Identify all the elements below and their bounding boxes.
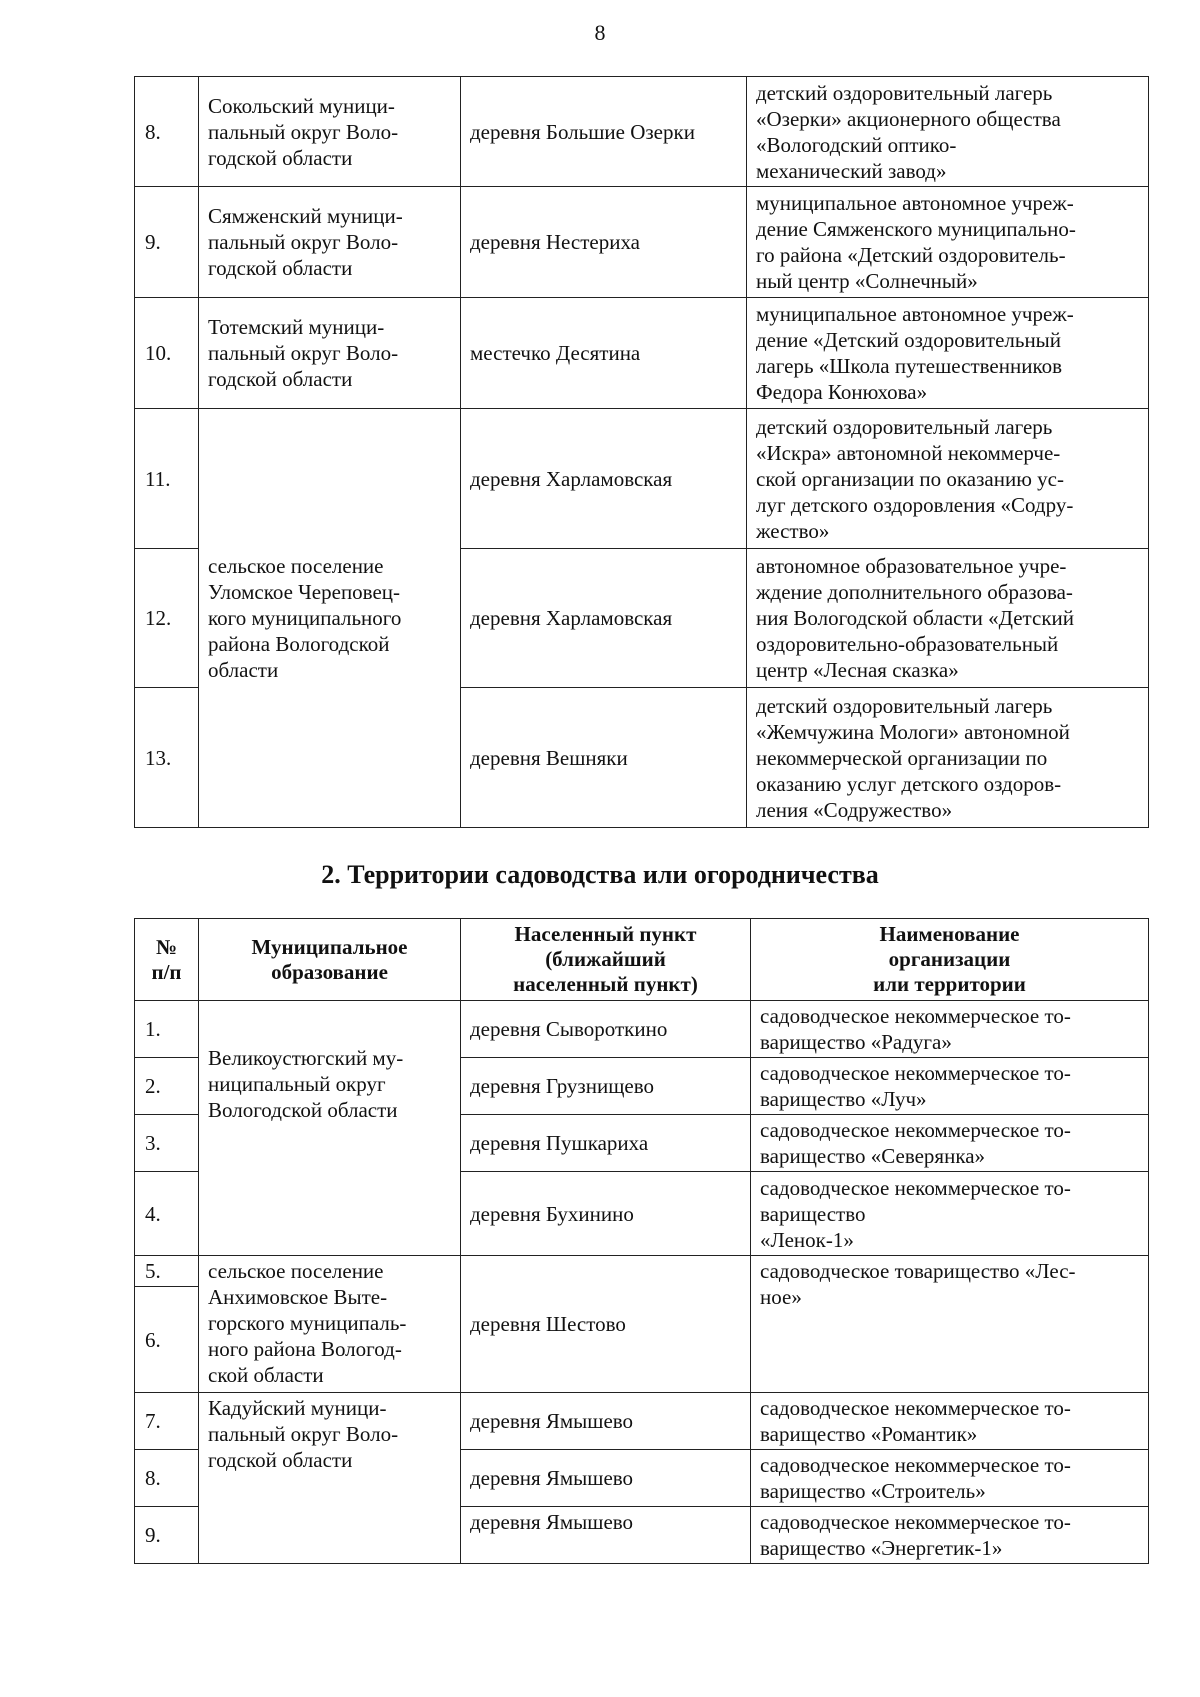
row-number: 9. [135,187,199,298]
organization-cell: автономное образовательное учре- ждение дополнительного образова- ния Вологодской области «Детский оздоровительно-образовательный центр «Лесная сказка» [747,549,1149,688]
table-row [135,187,1149,298]
camps-table [134,76,1149,828]
settlement-cell: деревня Харламовская [461,409,747,549]
table-row [135,409,1149,549]
header-settlement: Населенный пункт (ближайший населенный пункт) [461,919,751,1001]
organization-cell: садоводческое некоммерческое то- варищество «Энергетик-1» [751,1507,1149,1564]
header-number: № п/п [135,919,199,1001]
row-number: 3. [135,1115,199,1172]
row-number: 9. [135,1507,199,1564]
organization-cell: садоводческое некоммерческое то- варищество «Ленок-1» [751,1172,1149,1256]
settlement-cell: деревня Ямышево [461,1393,751,1450]
settlement-cell: деревня Ямышево [461,1450,751,1507]
organization-cell: садоводческое некоммерческое то- варищество «Строитель» [751,1450,1149,1507]
row-number: 4. [135,1172,199,1256]
organization-cell: садоводческое некоммерческое то- варищество «Северянка» [751,1115,1149,1172]
municipality-cell: Сямженский муници- пальный округ Воло- годской области [199,187,461,298]
organization-cell: детский оздоровительный лагерь «Озерки» акционерного общества «Вологодский оптико- механический завод» [747,77,1149,187]
settlement-cell: деревня Большие Озерки [461,77,747,187]
organization-cell-merged: садоводческое товарищество «Лес- ное» [751,1256,1149,1393]
settlement-cell: деревня Бухинино [461,1172,751,1256]
settlement-cell: деревня Нестериха [461,187,747,298]
header-organization: Наименование организации или территории [751,919,1149,1001]
settlement-cell: деревня Сывороткино [461,1001,751,1058]
table-row [135,1001,1149,1058]
settlement-cell: деревня Харламовская [461,549,747,688]
organization-cell: садоводческое некоммерческое то- варищество «Луч» [751,1058,1149,1115]
row-number: 6. [135,1287,199,1393]
settlement-cell-merged: деревня Шестово [461,1256,751,1393]
organization-cell: детский оздоровительный лагерь «Жемчужина Мологи» автономной некоммерческой организации по оказанию услуг детского оздоров- ления «Содружество» [747,688,1149,828]
organization-cell: муниципальное автономное учреж- дение Сямженского муниципально- го района «Детский оздоровитель- ный центр «Солнечный» [747,187,1149,298]
gardening-table [134,918,1149,1564]
organization-cell: детский оздоровительный лагерь «Искра» автономной некоммерче- ской организации по оказанию ус- луг детского оздоровления «Содру- жество» [747,409,1149,549]
row-number: 12. [135,549,199,688]
section-title: 2. Территории садоводства или огородничества [321,860,879,889]
settlement-cell: деревня Ямышево [461,1507,751,1564]
organization-cell: садоводческое некоммерческое то- варищество «Радуга» [751,1001,1149,1058]
row-number: 8. [135,1450,199,1507]
settlement-cell: деревня Грузнищево [461,1058,751,1115]
row-number: 10. [135,298,199,409]
organization-cell: муниципальное автономное учреж- дение «Детский оздоровительный лагерь «Школа путешественников Федора Конюхова» [747,298,1149,409]
row-number: 5. [135,1256,199,1287]
table-row [135,298,1149,409]
page-number: 8 [594,20,606,45]
settlement-cell: деревня Вешняки [461,688,747,828]
municipality-cell: Тотемский муници- пальный округ Воло- годской области [199,298,461,409]
table-row [135,1256,1149,1287]
table-row [135,77,1149,187]
table-row [135,1393,1149,1450]
row-number: 11. [135,409,199,549]
municipality-cell-merged: Кадуйский муници- пальный округ Воло- годской области [199,1393,461,1564]
row-number: 8. [135,77,199,187]
header-row [135,919,1149,1001]
municipality-cell-merged: сельское поселение Анхимовское Выте- горского муниципаль- ного района Вологод- ской области [199,1256,461,1393]
municipality-cell-merged: сельское поселение Уломское Череповец- кого муниципального района Вологодской области [199,409,461,828]
settlement-cell: деревня Пушкариха [461,1115,751,1172]
row-number: 13. [135,688,199,828]
municipality-cell-merged: Великоустюгский му- ниципальный округ Вологодской области [199,1001,461,1256]
row-number: 2. [135,1058,199,1115]
municipality-cell: Сокольский муници- пальный округ Воло- годской области [199,77,461,187]
row-number: 7. [135,1393,199,1450]
header-municipality: Муниципальное образование [199,919,461,1001]
settlement-cell: местечко Десятина [461,298,747,409]
row-number: 1. [135,1001,199,1058]
organization-cell: садоводческое некоммерческое то- варищество «Романтик» [751,1393,1149,1450]
